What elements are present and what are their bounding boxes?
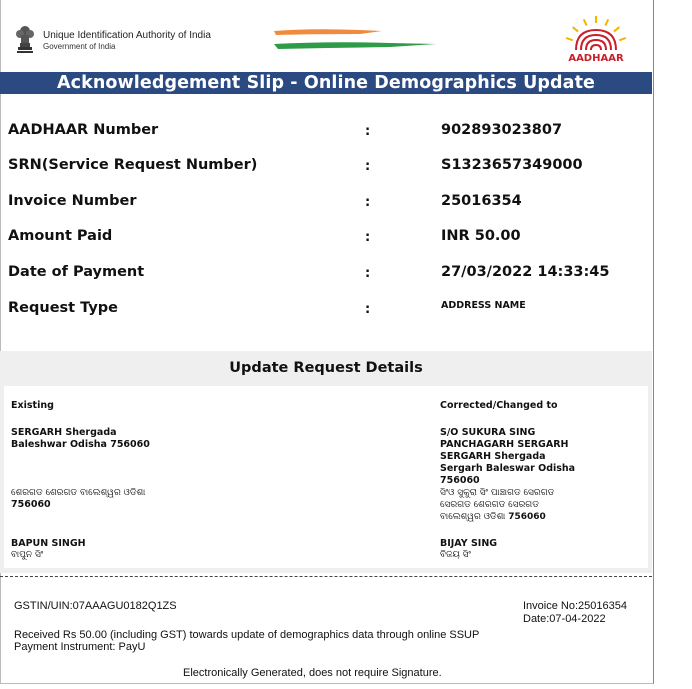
banner-title: Acknowledgement Slip - Online Demographics Update (0, 72, 652, 94)
separator: : (365, 302, 371, 317)
tricolour-stroke-icon (270, 26, 440, 52)
government-name: Government of India (43, 42, 116, 51)
cut-line-divider (0, 576, 652, 577)
signature-note: Electronically Generated, does not require Signature. (183, 667, 442, 679)
value-request-type: ADDRESS NAME (441, 300, 526, 311)
separator: : (365, 266, 371, 281)
label-amount-paid: Amount Paid (8, 228, 113, 244)
label-aadhaar-number: AADHAAR Number (8, 122, 159, 138)
changed-address-line: Sergarh Baleswar Odisha (440, 463, 576, 474)
existing-name: BAPUN SINGH (11, 538, 86, 549)
changed-address-local-last (440, 511, 546, 523)
value-srn: S1323657349000 (441, 157, 583, 173)
changed-address-local-pin: 756060 (508, 512, 546, 522)
changed-address-line: 756060 (440, 475, 480, 486)
value-amount-paid: INR 50.00 (441, 228, 521, 244)
existing-address-local-pin: 756060 (11, 499, 51, 510)
changed-name: BIJAY SING (440, 538, 498, 549)
label-invoice-number: Invoice Number (8, 193, 137, 209)
changed-address-local-line: ସିଂଓ ସୁକୁରା ସିଂ ପାଞ୍ଚାଗଡ ସେରଗଡ (440, 488, 555, 498)
changed-address-line: SERGARH Shergada (440, 451, 546, 462)
payment-instrument: Payment Instrument: PayU (14, 641, 146, 653)
aadhaar-logo-text: AADHAAR (568, 53, 624, 64)
footer-date: Date:07-04-2022 (523, 613, 606, 625)
update-request-title: Update Request Details (229, 360, 423, 376)
gstin: GSTIN/UIN:07AAAGU0182Q1ZS (14, 600, 177, 612)
separator: : (365, 230, 371, 245)
value-date-of-payment: 27/03/2022 14:33:45 (441, 264, 610, 280)
value-aadhaar-number: 902893023807 (441, 122, 563, 138)
existing-address-local-line: ଶେରଗଡ ଶେରଗଡ ବାଲେଶ୍ୱର ଓଡିଶା (11, 488, 146, 498)
label-srn: SRN(Service Request Number) (8, 157, 258, 173)
changed-address-local-line: ବାଲେଶ୍ୱର ଓଡିଶା (440, 512, 506, 522)
changed-heading: Corrected/Changed to (440, 400, 558, 411)
changed-address-line: PANCHAGARH SERGARH (440, 439, 569, 450)
footer-invoice-no: Invoice No:25016354 (523, 600, 627, 612)
existing-address-line: SERGARH Shergada (11, 427, 117, 438)
authority-name: Unique Identification Authority of India (43, 30, 211, 41)
national-emblem-icon (14, 22, 36, 54)
separator: : (365, 159, 371, 174)
separator: : (365, 195, 371, 210)
label-date-of-payment: Date of Payment (8, 264, 145, 280)
changed-name-local: ବିଜୟ ସିଂ (440, 550, 471, 560)
changed-address-local-line: ସେରଗଡ ଶେରଗଡ ସେରଗଡ (440, 500, 539, 510)
received-line: Received Rs 50.00 (including GST) towards update of demographics data through online SSUP (14, 629, 480, 641)
aadhaar-logo-icon (560, 16, 632, 64)
existing-name-local: ବାପୁନ ସିଂ (11, 550, 44, 560)
separator: : (365, 124, 371, 139)
existing-address-line: Baleshwar Odisha 756060 (11, 439, 150, 450)
slip-header (0, 0, 652, 72)
label-request-type: Request Type (8, 300, 118, 316)
existing-heading: Existing (11, 400, 54, 411)
changed-address-line: S/O SUKURA SING (440, 427, 536, 438)
value-invoice-number: 25016354 (441, 193, 522, 209)
update-request-box (4, 386, 648, 568)
